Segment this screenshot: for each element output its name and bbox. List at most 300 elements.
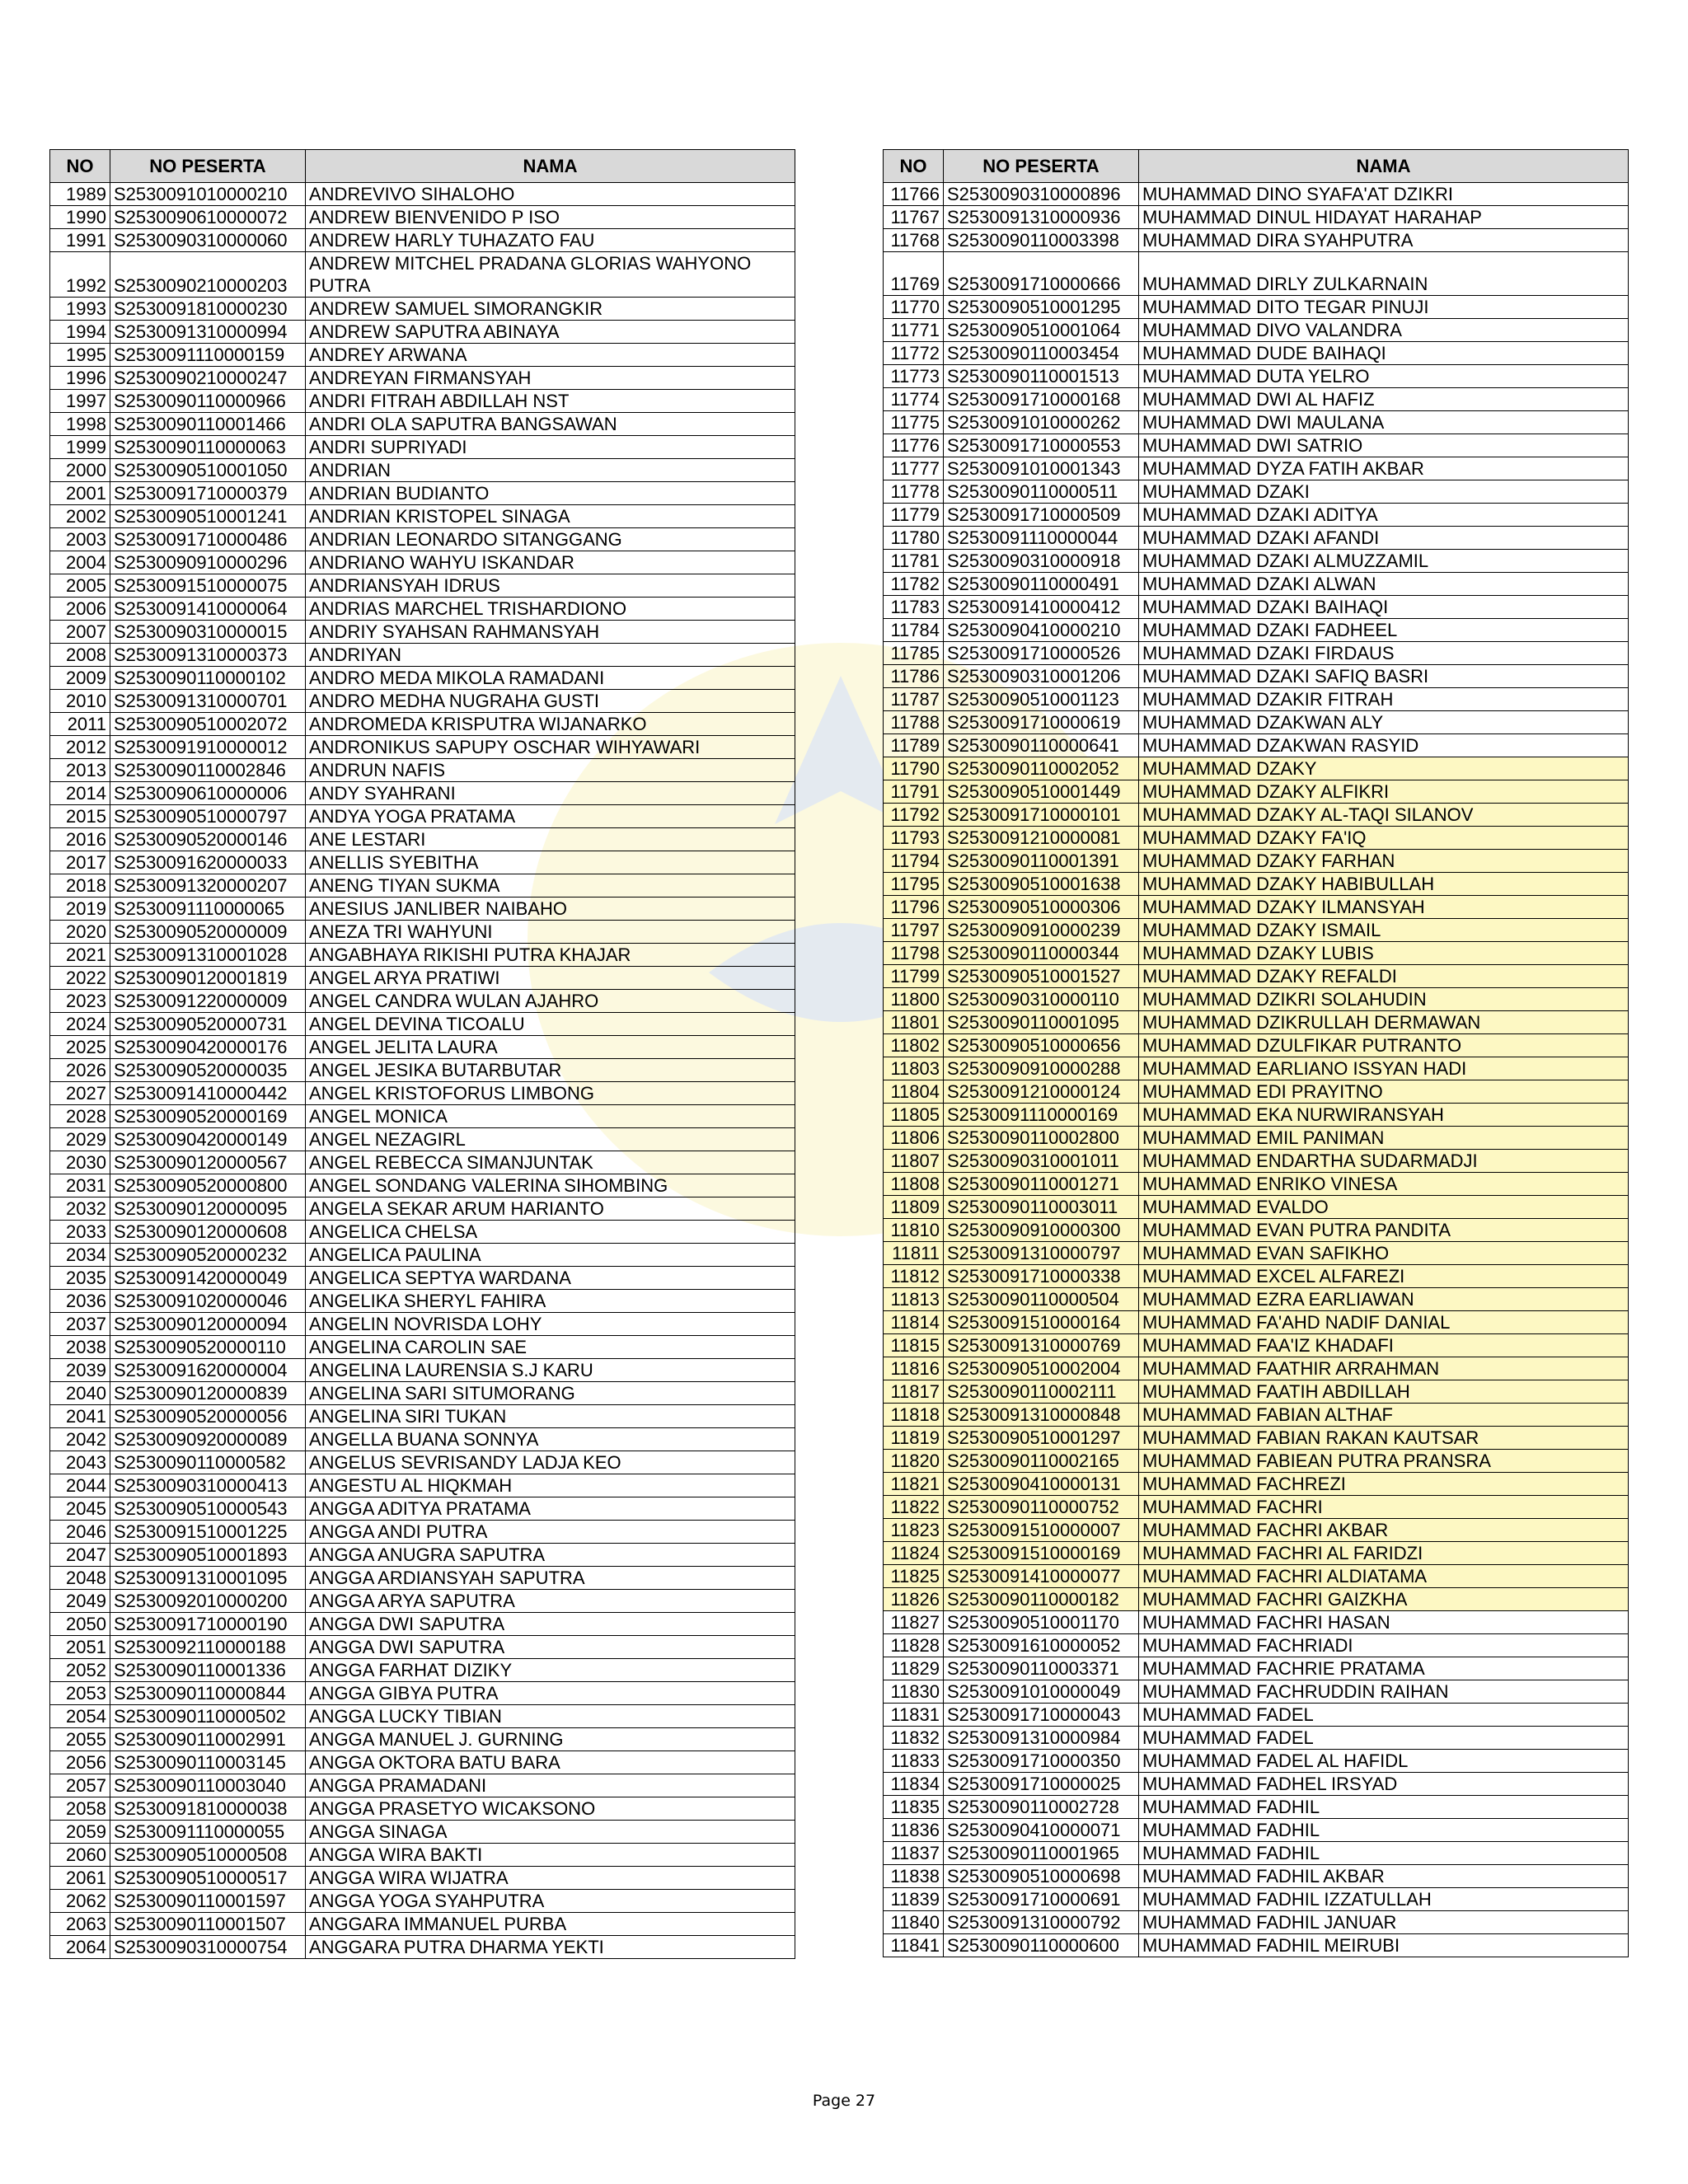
cell-no-peserta: S2530091710000101: [944, 804, 1139, 827]
table-row: [884, 434, 1629, 457]
cell-no-peserta: S2530090310001011: [944, 1150, 1139, 1173]
cell-no: 2001: [50, 482, 110, 505]
cell-no-peserta: S2530090510000698: [944, 1865, 1139, 1888]
cell-nama: ANGELINA LAURENSIA S.J KARU: [306, 1359, 795, 1382]
table-row: [50, 644, 795, 667]
cell-no: 2012: [50, 736, 110, 759]
cell-no: 11786: [884, 665, 944, 688]
cell-no-peserta: S2530091320000207: [110, 874, 306, 898]
cell-no: 11805: [884, 1104, 944, 1127]
table-row: [50, 690, 795, 713]
cell-nama: ANGGA PRASETYO WICAKSONO: [306, 1797, 795, 1821]
table-row: [50, 921, 795, 944]
cell-nama: MUHAMMAD EZRA EARLIAWAN: [1139, 1288, 1629, 1311]
cell-no: 1994: [50, 321, 110, 344]
cell-nama: MUHAMMAD FACHRI GAIZKHA: [1139, 1588, 1629, 1611]
cell-no-peserta: S2530090110003145: [110, 1751, 306, 1774]
cell-no: 11812: [884, 1265, 944, 1288]
table-row: [50, 1244, 795, 1267]
cell-nama: MUHAMMAD DZAKY ALFIKRI: [1139, 780, 1629, 804]
table-row: [884, 1034, 1629, 1057]
cell-no-peserta: S2530090110000344: [944, 942, 1139, 965]
table-row: [50, 1590, 795, 1613]
table-row: [884, 596, 1629, 619]
cell-nama: ANDREY ARWANA: [306, 344, 795, 367]
table-row: [50, 505, 795, 528]
table-row: [884, 1750, 1629, 1773]
cell-no-peserta: S2530090910000296: [110, 551, 306, 574]
cell-nama: MUHAMMAD FACHRI AL FARIDZI: [1139, 1542, 1629, 1565]
cell-no: 11777: [884, 457, 944, 480]
table-row: [884, 1080, 1629, 1104]
cell-no-peserta: S2530091310001028: [110, 944, 306, 967]
cell-no-peserta: S2530091410000442: [110, 1082, 306, 1105]
cell-no: 11814: [884, 1311, 944, 1334]
cell-nama: ANDREW BIENVENIDO P ISO: [306, 206, 795, 229]
cell-no-peserta: S2530091210000081: [944, 827, 1139, 850]
cell-no-peserta: S2530091020000046: [110, 1290, 306, 1313]
cell-no-peserta: S2530090110000844: [110, 1682, 306, 1705]
cell-no-peserta: S2530091620000004: [110, 1359, 306, 1382]
cell-nama: ANGGA WIRA BAKTI: [306, 1844, 795, 1867]
cell-no: 11770: [884, 296, 944, 319]
table-row: [884, 1911, 1629, 1934]
cell-nama: MUHAMMAD ENDARTHA SUDARMADJI: [1139, 1150, 1629, 1173]
table-row: [50, 736, 795, 759]
cell-nama: ANGELINA CAROLIN SAE: [306, 1336, 795, 1359]
cell-nama: ANDREW SAMUEL SIMORANGKIR: [306, 298, 795, 321]
cell-no-peserta: S2530090610000072: [110, 206, 306, 229]
cell-no: 2042: [50, 1428, 110, 1451]
cell-nama: ANDREVIVO SIHALOHO: [306, 183, 795, 206]
cell-nama: ANGEL CANDRA WULAN AJAHRO: [306, 990, 795, 1013]
cell-nama: MUHAMMAD DZAKY ISMAIL: [1139, 919, 1629, 942]
table-row: [884, 1796, 1629, 1819]
table-row: [884, 457, 1629, 480]
cell-no: 2023: [50, 990, 110, 1013]
table-row: [884, 1680, 1629, 1704]
table-row: [884, 183, 1629, 206]
table-row: [50, 1613, 795, 1636]
cell-no-peserta: S2530091310000994: [110, 321, 306, 344]
table-row: [50, 1544, 795, 1567]
table-row: [884, 665, 1629, 688]
cell-nama: MUHAMMAD FACHRI: [1139, 1496, 1629, 1519]
cell-nama: ANGGARA IMMANUEL PURBA: [306, 1913, 795, 1936]
cell-no-peserta: S2530090110002800: [944, 1127, 1139, 1150]
cell-no: 11832: [884, 1727, 944, 1750]
cell-no: 11837: [884, 1842, 944, 1865]
table-row: [884, 229, 1629, 252]
table-row: [884, 1819, 1629, 1842]
cell-no-peserta: S2530091710000168: [944, 388, 1139, 411]
table-row: [50, 1567, 795, 1590]
cell-nama: MUHAMMAD DZAKI ALWAN: [1139, 573, 1629, 596]
cell-nama: MUHAMMAD ENRIKO VINESA: [1139, 1173, 1629, 1196]
cell-no: 11822: [884, 1496, 944, 1519]
cell-no: 11788: [884, 711, 944, 734]
cell-no-peserta: S2530091110000159: [110, 344, 306, 367]
table-row: [50, 944, 795, 967]
table-row: [884, 573, 1629, 596]
cell-no: 11779: [884, 504, 944, 527]
cell-nama: ANGABHAYA RIKISHI PUTRA KHAJAR: [306, 944, 795, 967]
cell-no: 11807: [884, 1150, 944, 1173]
cell-nama: ANGGA GIBYA PUTRA: [306, 1682, 795, 1705]
cell-nama: ANDYA YOGA PRATAMA: [306, 805, 795, 828]
table-row: [884, 1542, 1629, 1565]
table-row: [884, 504, 1629, 527]
header-no-peserta: NO PESERTA: [110, 150, 306, 183]
table-row: [50, 1521, 795, 1544]
cell-no-peserta: S2530090110000102: [110, 667, 306, 690]
cell-no-peserta: S2530090120000094: [110, 1313, 306, 1336]
cell-nama: ANGGA FARHAT DIZIKY: [306, 1659, 795, 1682]
cell-no: 1989: [50, 183, 110, 206]
table-row: [50, 805, 795, 828]
cell-no-peserta: S2530090120000567: [110, 1151, 306, 1174]
cell-nama: ANEZA TRI WAHYUNI: [306, 921, 795, 944]
cell-no-peserta: S2530091010000210: [110, 183, 306, 206]
cell-nama: ANGELINA SIRI TUKAN: [306, 1405, 795, 1428]
cell-no-peserta: S2530090520000731: [110, 1013, 306, 1036]
cell-no-peserta: S2530090520000232: [110, 1244, 306, 1267]
cell-no-peserta: S2530090410000071: [944, 1819, 1139, 1842]
table-row: [884, 1242, 1629, 1265]
cell-no-peserta: S2530091110000055: [110, 1821, 306, 1844]
cell-nama: ANDRI OLA SAPUTRA BANGSAWAN: [306, 413, 795, 436]
table-row: [884, 1173, 1629, 1196]
cell-no: 2040: [50, 1382, 110, 1405]
cell-no: 1990: [50, 206, 110, 229]
cell-no: 11783: [884, 596, 944, 619]
cell-nama: MUHAMMAD FADEL: [1139, 1727, 1629, 1750]
cell-no: 2014: [50, 782, 110, 805]
cell-no: 11778: [884, 480, 944, 504]
table-row: [50, 967, 795, 990]
cell-no: 11841: [884, 1934, 944, 1957]
cell-no: 11793: [884, 827, 944, 850]
cell-no-peserta: S2530090520000056: [110, 1405, 306, 1428]
cell-no: 2003: [50, 528, 110, 551]
cell-no: 2054: [50, 1705, 110, 1728]
table-header-row: [884, 150, 1629, 183]
cell-no: 11784: [884, 619, 944, 642]
cell-no-peserta: S2530090920000089: [110, 1428, 306, 1451]
cell-no-peserta: S2530090410000210: [944, 619, 1139, 642]
cell-no: 2052: [50, 1659, 110, 1682]
table-row: [884, 711, 1629, 734]
table-row: [884, 734, 1629, 757]
cell-no-peserta: S2530090110000641: [944, 734, 1139, 757]
cell-nama: MUHAMMAD EDI PRAYITNO: [1139, 1080, 1629, 1104]
cell-no-peserta: S2530090510000656: [944, 1034, 1139, 1057]
cell-no-peserta: S2530090510001295: [944, 296, 1139, 319]
table-row: [50, 1682, 795, 1705]
header-nama: NAMA: [306, 150, 795, 183]
cell-no-peserta: S2530090510000508: [110, 1844, 306, 1867]
cell-nama: ANGGA YOGA SYAHPUTRA: [306, 1890, 795, 1913]
cell-nama: ANDREW HARLY TUHAZATO FAU: [306, 229, 795, 252]
table-row: [50, 1844, 795, 1867]
cell-no-peserta: S2530090110000063: [110, 436, 306, 459]
cell-no-peserta: S2530090110001597: [110, 1890, 306, 1913]
cell-nama: ANDRUN NAFIS: [306, 759, 795, 782]
cell-no-peserta: S2530090110003371: [944, 1657, 1139, 1680]
cell-no-peserta: S2530091710000691: [944, 1888, 1139, 1911]
cell-nama: MUHAMMAD FABIAN ALTHAF: [1139, 1404, 1629, 1427]
cell-no-peserta: S2530090520000035: [110, 1059, 306, 1082]
cell-no-peserta: S2530090520000169: [110, 1105, 306, 1128]
cell-no: 11831: [884, 1704, 944, 1727]
table-row: [50, 1867, 795, 1890]
cell-no-peserta: S2530090510001297: [944, 1427, 1139, 1450]
table-row: [884, 942, 1629, 965]
cell-no-peserta: S2530090510001638: [944, 873, 1139, 896]
table-row: [884, 1865, 1629, 1888]
cell-no: 1995: [50, 344, 110, 367]
table-row: [50, 482, 795, 505]
cell-no-peserta: S2530090110002165: [944, 1450, 1139, 1473]
table-row: [50, 1313, 795, 1336]
table-row: [884, 1888, 1629, 1911]
table-row: [50, 1013, 795, 1036]
cell-nama: MUHAMMAD FADHIL: [1139, 1819, 1629, 1842]
cell-nama: ANDRIAN: [306, 459, 795, 482]
table-row: [50, 1890, 795, 1913]
table-row: [50, 1405, 795, 1428]
cell-no: 2038: [50, 1336, 110, 1359]
table-row: [50, 1751, 795, 1774]
table-row: [884, 1380, 1629, 1404]
cell-nama: ANELLIS SYEBITHA: [306, 851, 795, 874]
cell-no: 2043: [50, 1451, 110, 1474]
cell-no: 2021: [50, 944, 110, 967]
table-row: [884, 896, 1629, 919]
cell-nama: ANGEL MONICA: [306, 1105, 795, 1128]
cell-no: 2020: [50, 921, 110, 944]
cell-no-peserta: S2530090510002072: [110, 713, 306, 736]
cell-nama: ANDRI SUPRIYADI: [306, 436, 795, 459]
cell-no: 11808: [884, 1173, 944, 1196]
cell-nama: MUHAMMAD DZAKY LUBIS: [1139, 942, 1629, 965]
cell-no-peserta: S2530091810000230: [110, 298, 306, 321]
cell-no-peserta: S2530091110000169: [944, 1104, 1139, 1127]
cell-nama: MUHAMMAD DZIKRULLAH DERMAWAN: [1139, 1011, 1629, 1034]
cell-no: 11782: [884, 573, 944, 596]
cell-no-peserta: S2530091310000848: [944, 1404, 1139, 1427]
cell-no-peserta: S2530090110000182: [944, 1588, 1139, 1611]
cell-no-peserta: S2530090520000146: [110, 828, 306, 851]
cell-no: 2045: [50, 1497, 110, 1521]
table-row: [884, 1150, 1629, 1173]
cell-nama: ANGGA ADITYA PRATAMA: [306, 1497, 795, 1521]
cell-nama: MUHAMMAD EARLIANO ISSYAN HADI: [1139, 1057, 1629, 1080]
cell-no: 1991: [50, 229, 110, 252]
cell-nama: ANDREW SAPUTRA ABINAYA: [306, 321, 795, 344]
cell-no-peserta: S2530091510000007: [944, 1519, 1139, 1542]
cell-nama: MUHAMMAD DZAKY HABIBULLAH: [1139, 873, 1629, 896]
cell-no: 2018: [50, 874, 110, 898]
cell-no-peserta: S2530091710000509: [944, 504, 1139, 527]
cell-nama: MUHAMMAD DZAKI ADITYA: [1139, 504, 1629, 527]
cell-no: 11829: [884, 1657, 944, 1680]
cell-no-peserta: S2530091610000052: [944, 1634, 1139, 1657]
cell-nama: MUHAMMAD DIRLY ZULKARNAIN: [1139, 252, 1629, 296]
table-row: [50, 1267, 795, 1290]
cell-nama: ANDREYAN FIRMANSYAH: [306, 367, 795, 390]
cell-no: 11796: [884, 896, 944, 919]
cell-no: 2036: [50, 1290, 110, 1313]
table-row: [884, 296, 1629, 319]
cell-nama: MUHAMMAD DITO TEGAR PINUJI: [1139, 296, 1629, 319]
cell-no-peserta: S2530091620000033: [110, 851, 306, 874]
cell-no: 11792: [884, 804, 944, 827]
cell-nama: MUHAMMAD DUDE BAIHAQI: [1139, 342, 1629, 365]
cell-no-peserta: S2530091810000038: [110, 1797, 306, 1821]
cell-nama: MUHAMMAD FA'AHD NADIF DANIAL: [1139, 1311, 1629, 1334]
cell-no: 1992: [50, 252, 110, 298]
cell-nama: MUHAMMAD FACHRIADI: [1139, 1634, 1629, 1657]
cell-no: 2035: [50, 1267, 110, 1290]
cell-no-peserta: S2530091310000984: [944, 1727, 1139, 1750]
table-row: [50, 367, 795, 390]
table-row: [884, 873, 1629, 896]
cell-nama: MUHAMMAD EKA NURWIRANSYAH: [1139, 1104, 1629, 1127]
cell-no-peserta: S2530090110001513: [944, 365, 1139, 388]
cell-nama: MUHAMMAD DZAKY REFALDI: [1139, 965, 1629, 988]
cell-no-peserta: S2530090110000511: [944, 480, 1139, 504]
table-row: [50, 1151, 795, 1174]
cell-no: 11809: [884, 1196, 944, 1219]
cell-no-peserta: S2530091310001095: [110, 1567, 306, 1590]
cell-no: 2000: [50, 459, 110, 482]
cell-nama: ANDROMEDA KRISPUTRA WIJANARKO: [306, 713, 795, 736]
cell-no: 2039: [50, 1359, 110, 1382]
cell-nama: ANGELIKA SHERYL FAHIRA: [306, 1290, 795, 1313]
cell-nama: MUHAMMAD DZAKI AFANDI: [1139, 527, 1629, 550]
table-row: [50, 551, 795, 574]
cell-nama: MUHAMMAD DZAKIR FITRAH: [1139, 688, 1629, 711]
cell-nama: MUHAMMAD FADHIL MEIRUBI: [1139, 1934, 1629, 1957]
cell-no: 11839: [884, 1888, 944, 1911]
cell-nama: ANGELICA CHELSA: [306, 1221, 795, 1244]
cell-nama: MUHAMMAD DUTA YELRO: [1139, 365, 1629, 388]
cell-no: 11815: [884, 1334, 944, 1357]
cell-no-peserta: S2530091310000792: [944, 1911, 1139, 1934]
cell-no: 11790: [884, 757, 944, 780]
table-row: [50, 1428, 795, 1451]
cell-nama: ANDRIAN KRISTOPEL SINAGA: [306, 505, 795, 528]
table-row: [50, 206, 795, 229]
cell-no: 2056: [50, 1751, 110, 1774]
cell-no-peserta: S2530092010000200: [110, 1590, 306, 1613]
cell-nama: MUHAMMAD FADHIL: [1139, 1796, 1629, 1819]
cell-nama: ANGEL SONDANG VALERINA SIHOMBING: [306, 1174, 795, 1197]
cell-no: 11774: [884, 388, 944, 411]
cell-nama: ANDRI FITRAH ABDILLAH NST: [306, 390, 795, 413]
cell-no-peserta: S2530090310001206: [944, 665, 1139, 688]
table-row: [50, 1636, 795, 1659]
cell-no: 2009: [50, 667, 110, 690]
table-row: [884, 1634, 1629, 1657]
cell-no-peserta: S2530091710000666: [944, 252, 1139, 296]
cell-no-peserta: S2530090110001965: [944, 1842, 1139, 1865]
cell-no: 2007: [50, 621, 110, 644]
cell-no: 11834: [884, 1773, 944, 1796]
table-row: [50, 759, 795, 782]
cell-no: 2029: [50, 1128, 110, 1151]
table-row: [50, 1359, 795, 1382]
cell-no-peserta: S2530090310000896: [944, 183, 1139, 206]
cell-no-peserta: S2530090510002004: [944, 1357, 1139, 1380]
cell-no-peserta: S2530091010000262: [944, 411, 1139, 434]
cell-nama: MUHAMMAD DWI MAULANA: [1139, 411, 1629, 434]
table-row: [50, 598, 795, 621]
cell-no-peserta: S2530090110003011: [944, 1196, 1139, 1219]
cell-nama: ANGGA ANDI PUTRA: [306, 1521, 795, 1544]
cell-nama: ANGELLA BUANA SONNYA: [306, 1428, 795, 1451]
cell-no: 11776: [884, 434, 944, 457]
cell-no-peserta: S2530091310000797: [944, 1242, 1139, 1265]
cell-nama: MUHAMMAD EVAN SAFIKHO: [1139, 1242, 1629, 1265]
cell-no-peserta: S2530090510000543: [110, 1497, 306, 1521]
cell-no-peserta: S2530090510001064: [944, 319, 1139, 342]
table-row: [884, 780, 1629, 804]
cell-nama: ANGELA SEKAR ARUM HARIANTO: [306, 1197, 795, 1221]
cell-nama: ANGEL JESIKA BUTARBUTAR: [306, 1059, 795, 1082]
cell-nama: MUHAMMAD FACHRI AKBAR: [1139, 1519, 1629, 1542]
cell-nama: MUHAMMAD FAATHIR ARRAHMAN: [1139, 1357, 1629, 1380]
cell-no: 2050: [50, 1613, 110, 1636]
cell-no: 11803: [884, 1057, 944, 1080]
cell-no: 2030: [50, 1151, 110, 1174]
table-row: [50, 528, 795, 551]
cell-no-peserta: S2530091310000373: [110, 644, 306, 667]
table-row: [50, 828, 795, 851]
header-no: NO: [50, 150, 110, 183]
cell-nama: ANGEL NEZAGIRL: [306, 1128, 795, 1151]
cell-no: 11824: [884, 1542, 944, 1565]
cell-no: 11785: [884, 642, 944, 665]
table-row: [50, 183, 795, 206]
cell-no: 11799: [884, 965, 944, 988]
cell-nama: ANDRIAN BUDIANTO: [306, 482, 795, 505]
cell-no-peserta: S2530090110003040: [110, 1774, 306, 1797]
cell-no-peserta: S2530090510000517: [110, 1867, 306, 1890]
cell-nama: MUHAMMAD DZAKY: [1139, 757, 1629, 780]
cell-no: 2051: [50, 1636, 110, 1659]
cell-nama: ANENG TIYAN SUKMA: [306, 874, 795, 898]
table-row: [50, 874, 795, 898]
table-row: [50, 229, 795, 252]
table-row: [50, 321, 795, 344]
table-row: [50, 574, 795, 598]
cell-no: 11830: [884, 1680, 944, 1704]
header-no-peserta: NO PESERTA: [944, 150, 1139, 183]
table-row: [884, 1773, 1629, 1796]
cell-no-peserta: S2530091210000124: [944, 1080, 1139, 1104]
cell-nama: MUHAMMAD EMIL PANIMAN: [1139, 1127, 1629, 1150]
cell-no-peserta: S2530090910000288: [944, 1057, 1139, 1080]
cell-no-peserta: S2530092110000188: [110, 1636, 306, 1659]
cell-no-peserta: S2530090510001449: [944, 780, 1139, 804]
cell-no-peserta: S2530090310000413: [110, 1474, 306, 1497]
cell-no-peserta: S2530090110001095: [944, 1011, 1139, 1034]
cell-nama: MUHAMMAD FADHIL: [1139, 1842, 1629, 1865]
cell-no: 2017: [50, 851, 110, 874]
cell-no-peserta: S2530091710000619: [944, 711, 1139, 734]
